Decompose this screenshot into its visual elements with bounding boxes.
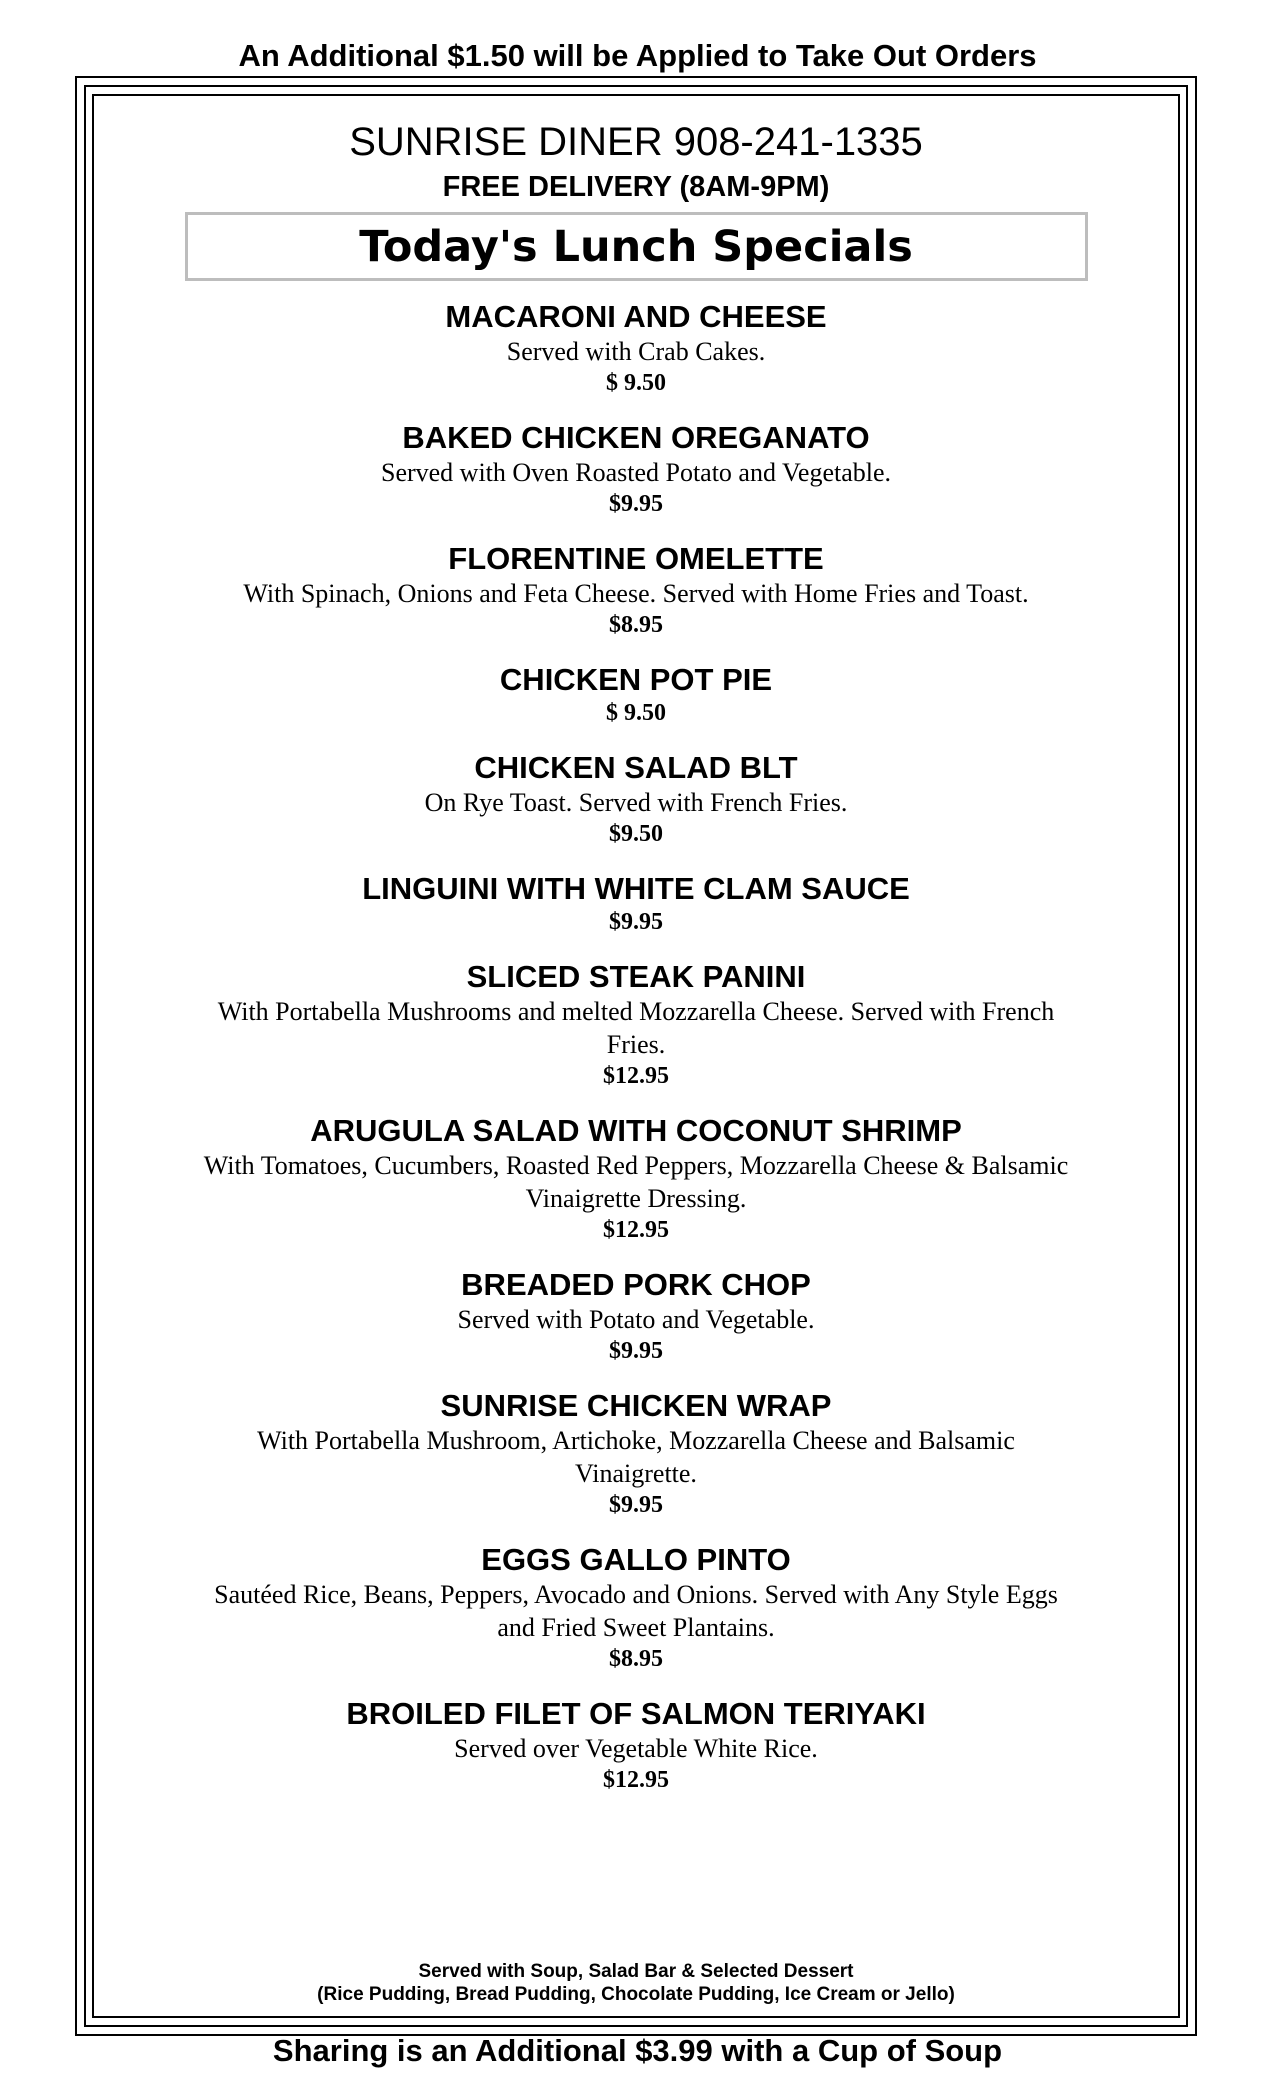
- menu-item: [100, 299, 1172, 399]
- item-name: SUNRISE CHICKEN WRAP: [440, 1388, 832, 1423]
- menu-item: [100, 1388, 1172, 1521]
- item-price: $9.95: [609, 1492, 663, 1518]
- item-name: EGGS GALLO PINTO: [481, 1542, 791, 1577]
- menu-item: [100, 750, 1172, 850]
- item-description: On Rye Toast. Served with French Fries.: [424, 788, 848, 817]
- item-name: BREADED PORK CHOP: [461, 1267, 811, 1302]
- item-description: Sautéed Rice, Beans, Peppers, Avocado and Onions. Served with Any Style Eggs and Fried Sweet Plantains.: [214, 1580, 1058, 1642]
- item-description: With Portabella Mushrooms and melted Mozzarella Cheese. Served with French Fries.: [217, 997, 1055, 1059]
- item-price: $9.95: [609, 491, 663, 517]
- specials-title-box: [185, 212, 1088, 281]
- item-name: CHICKEN POT PIE: [499, 662, 773, 697]
- diner-name-phone: SUNRISE DINER 908-241-1335: [349, 120, 923, 164]
- item-name: FLORENTINE OMELETTE: [448, 541, 824, 576]
- item-price: $8.95: [609, 1646, 663, 1672]
- item-name: MACARONI AND CHEESE: [445, 299, 827, 334]
- included-items-note: [100, 1960, 1172, 2006]
- item-description: With Spinach, Onions and Feta Cheese. Served with Home Fries and Toast.: [243, 579, 1029, 608]
- menu-item: [100, 871, 1172, 938]
- item-description: Served with Oven Roasted Potato and Vegetable.: [380, 458, 892, 487]
- delivery-info: FREE DELIVERY (8AM-9PM): [442, 171, 830, 203]
- menu-content: [100, 112, 1172, 1817]
- menu-item: [100, 420, 1172, 520]
- menu-item: [100, 1696, 1172, 1796]
- takeout-surcharge-notice: An Additional $1.50 will be Applied to Take Out Orders: [238, 38, 1037, 73]
- menu-item: [100, 541, 1172, 641]
- item-price: $ 9.50: [606, 700, 666, 726]
- item-price: $9.50: [609, 821, 663, 847]
- item-description: With Portabella Mushroom, Artichoke, Mozzarella Cheese and Balsamic Vinaigrette.: [257, 1426, 1015, 1488]
- menu-item: [100, 662, 1172, 729]
- item-description: With Tomatoes, Cucumbers, Roasted Red Peppers, Mozzarella Cheese & Balsamic Vinaigrette Dressing.: [203, 1151, 1069, 1213]
- menu-item: [100, 1113, 1172, 1246]
- specials-title: Today's Lunch Specials: [359, 221, 913, 272]
- item-price: $12.95: [603, 1767, 669, 1793]
- menu-list: [100, 299, 1172, 1796]
- item-price: $9.95: [609, 1338, 663, 1364]
- item-price: $12.95: [603, 1063, 669, 1089]
- item-name: CHICKEN SALAD BLT: [474, 750, 798, 785]
- item-name: BROILED FILET OF SALMON TERIYAKI: [346, 1696, 926, 1731]
- item-description: Served over Vegetable White Rice.: [454, 1734, 818, 1763]
- item-description: Served with Crab Cakes.: [506, 337, 766, 366]
- item-price: $ 9.50: [606, 370, 666, 396]
- item-price: $8.95: [609, 612, 663, 638]
- item-description: Served with Potato and Vegetable.: [457, 1305, 815, 1334]
- item-name: SLICED STEAK PANINI: [466, 959, 806, 994]
- menu-item: [100, 1267, 1172, 1367]
- item-name: ARUGULA SALAD WITH COCONUT SHRIMP: [310, 1113, 962, 1148]
- menu-item: [100, 959, 1172, 1092]
- dessert-options-line: (Rice Pudding, Bread Pudding, Chocolate Pudding, Ice Cream or Jello): [317, 1984, 955, 2005]
- item-price: $12.95: [603, 1217, 669, 1243]
- item-price: $9.95: [609, 909, 663, 935]
- item-name: BAKED CHICKEN OREGANATO: [402, 420, 870, 455]
- item-name: LINGUINI WITH WHITE CLAM SAUCE: [362, 871, 910, 906]
- menu-item: [100, 1542, 1172, 1675]
- included-items-line: Served with Soup, Salad Bar & Selected Dessert: [418, 1961, 854, 1982]
- sharing-charge-notice: Sharing is an Additional $3.99 with a Cup of Soup: [272, 2033, 1003, 2068]
